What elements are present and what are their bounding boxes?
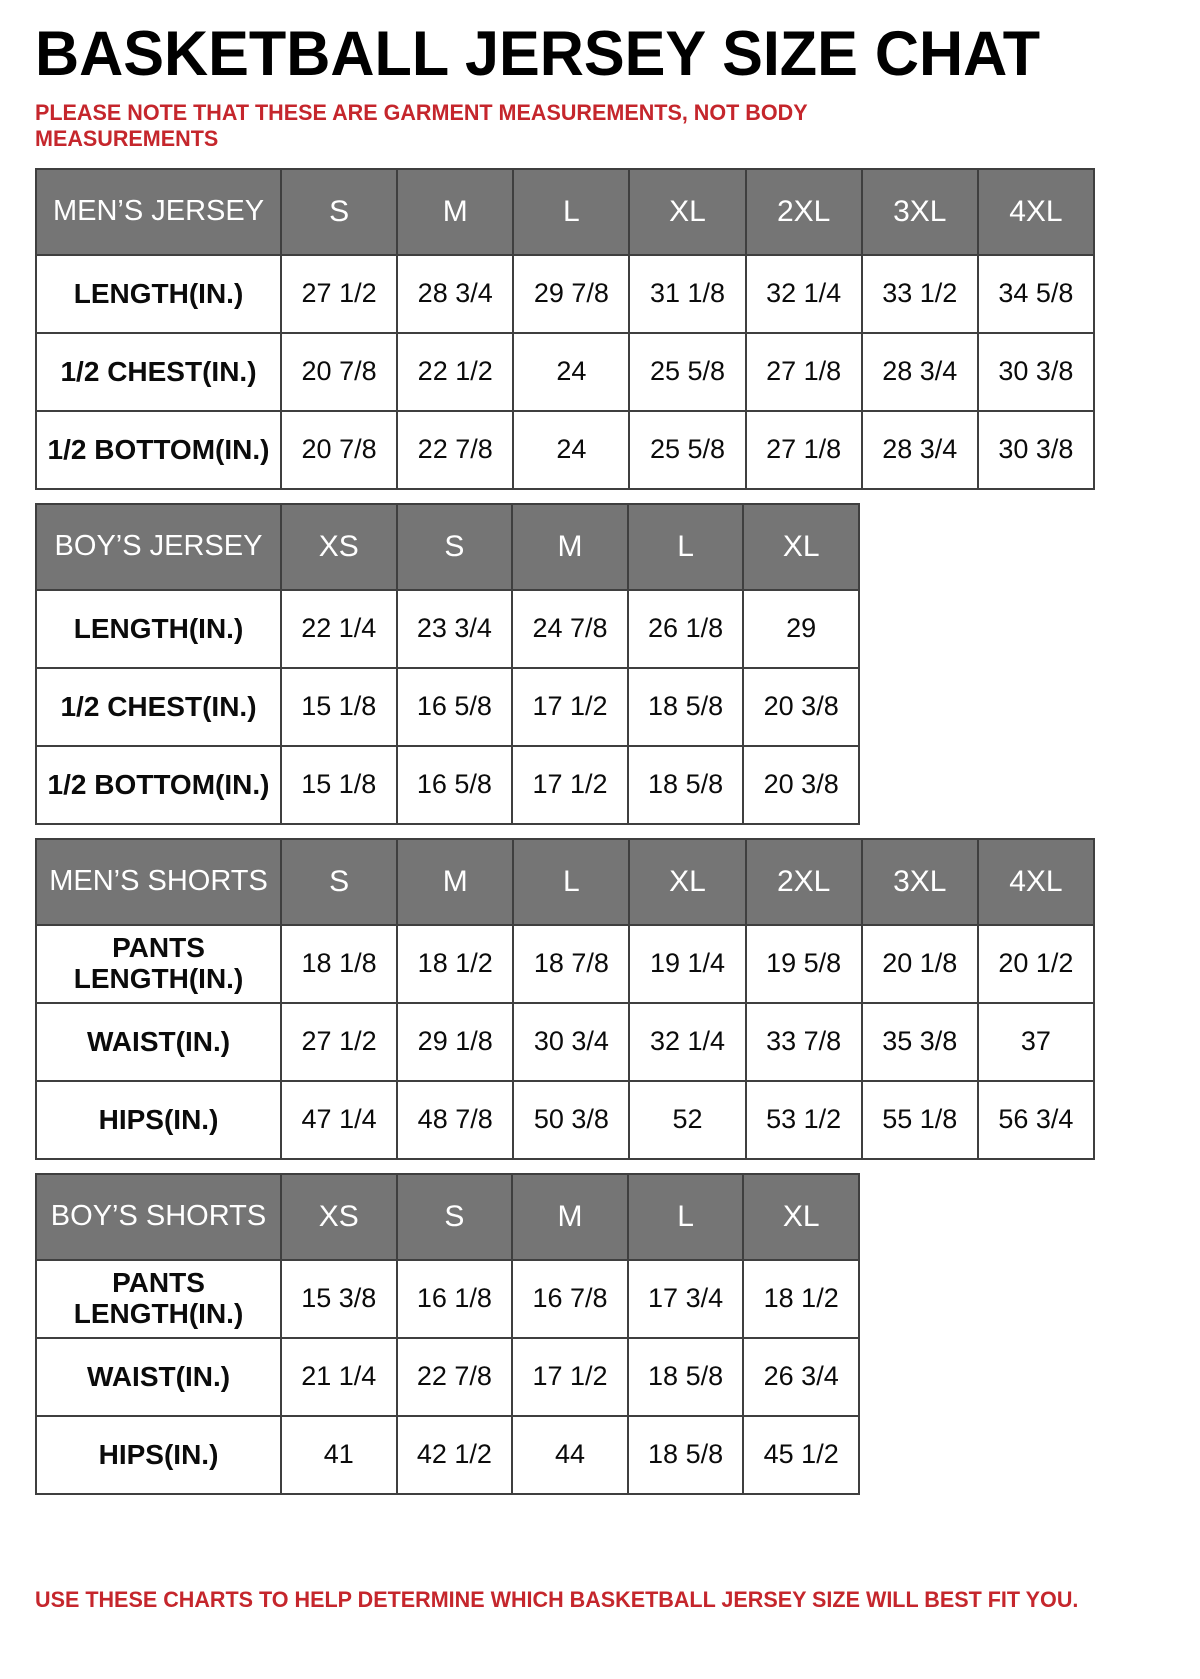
fit-advice-footer: USE THESE CHARTS TO HELP DETERMINE WHICH BASKETBALL JERSEY SIZE WILL BEST FIT YOU. — [35, 1586, 1079, 1612]
measurement-value-cell: 19 5/8 — [746, 925, 862, 1003]
measurement-value-cell: 16 1/8 — [397, 1260, 513, 1338]
size-column-header: XL — [743, 1174, 859, 1260]
measurement-value-cell: 35 3/8 — [862, 1003, 978, 1081]
measurement-value-cell: 56 3/4 — [978, 1081, 1094, 1159]
measurement-value-cell: 20 3/8 — [743, 668, 859, 746]
measurement-value-cell: 28 3/4 — [862, 411, 978, 489]
boys-shorts-title-cell: BOY’S SHORTS — [36, 1174, 281, 1260]
size-column-header: L — [628, 504, 744, 590]
measurement-value-cell: 27 1/2 — [281, 1003, 397, 1081]
measurement-value-cell: 48 7/8 — [397, 1081, 513, 1159]
measurement-value-cell: 28 3/4 — [862, 333, 978, 411]
measurement-value-cell: 27 1/8 — [746, 333, 862, 411]
measurement-value-cell: 30 3/8 — [978, 411, 1094, 489]
measurement-row-label: 1/2 CHEST(IN.) — [36, 668, 281, 746]
size-column-header: M — [397, 839, 513, 925]
measurement-value-cell: 18 5/8 — [628, 1338, 744, 1416]
size-column-header: XL — [743, 504, 859, 590]
measurement-value-cell: 18 5/8 — [628, 1416, 744, 1494]
measurement-row-label: PANTS LENGTH(IN.) — [36, 925, 281, 1003]
measurement-value-cell: 30 3/4 — [513, 1003, 629, 1081]
measurement-value-cell: 28 3/4 — [397, 255, 513, 333]
boys-jersey-header-row — [36, 504, 859, 590]
mens-shorts-header-row — [36, 839, 1094, 925]
size-column-header: L — [513, 839, 629, 925]
measurement-value-cell: 18 7/8 — [513, 925, 629, 1003]
page-title: BASKETBALL JERSEY SIZE CHAT — [35, 19, 1041, 89]
measurement-value-cell: 53 1/2 — [746, 1081, 862, 1159]
size-column-header: 4XL — [978, 169, 1094, 255]
table-row — [36, 1003, 1094, 1081]
table-row — [36, 746, 859, 824]
measurement-value-cell: 17 1/2 — [512, 1338, 628, 1416]
measurement-value-cell: 24 — [513, 333, 629, 411]
mens-shorts-table — [35, 838, 1095, 1160]
measurement-value-cell: 26 3/4 — [743, 1338, 859, 1416]
measurement-value-cell: 20 7/8 — [281, 333, 397, 411]
measurement-value-cell: 22 1/2 — [397, 333, 513, 411]
size-column-header: 2XL — [746, 169, 862, 255]
measurement-row-label: WAIST(IN.) — [36, 1338, 281, 1416]
measurement-row-label: LENGTH(IN.) — [36, 590, 281, 668]
table-row — [36, 1416, 859, 1494]
measurement-value-cell: 15 1/8 — [281, 746, 397, 824]
measurement-value-cell: 44 — [512, 1416, 628, 1494]
size-column-header: S — [281, 839, 397, 925]
measurement-value-cell: 22 7/8 — [397, 411, 513, 489]
measurement-value-cell: 20 3/8 — [743, 746, 859, 824]
table-row — [36, 1260, 859, 1338]
size-column-header: S — [281, 169, 397, 255]
size-column-header: XS — [281, 1174, 397, 1260]
measurement-value-cell: 22 1/4 — [281, 590, 397, 668]
measurement-value-cell: 18 1/2 — [397, 925, 513, 1003]
measurement-value-cell: 27 1/8 — [746, 411, 862, 489]
measurement-value-cell: 27 1/2 — [281, 255, 397, 333]
measurement-row-label: HIPS(IN.) — [36, 1416, 281, 1494]
size-column-header: 3XL — [862, 839, 978, 925]
size-column-header: XL — [629, 839, 745, 925]
measurement-value-cell: 26 1/8 — [628, 590, 744, 668]
table-row — [36, 668, 859, 746]
measurement-value-cell: 17 1/2 — [512, 746, 628, 824]
measurement-value-cell: 52 — [629, 1081, 745, 1159]
measurement-value-cell: 20 1/2 — [978, 925, 1094, 1003]
measurement-value-cell: 55 1/8 — [862, 1081, 978, 1159]
measurement-value-cell: 29 1/8 — [397, 1003, 513, 1081]
table-row — [36, 925, 1094, 1003]
mens-jersey-header-row — [36, 169, 1094, 255]
measurement-value-cell: 18 5/8 — [628, 668, 744, 746]
size-column-header: S — [397, 1174, 513, 1260]
measurement-value-cell: 25 5/8 — [629, 333, 745, 411]
measurement-value-cell: 16 5/8 — [397, 746, 513, 824]
measurement-value-cell: 34 5/8 — [978, 255, 1094, 333]
table-row — [36, 1338, 859, 1416]
size-column-header: 2XL — [746, 839, 862, 925]
measurement-value-cell: 29 — [743, 590, 859, 668]
measurement-value-cell: 32 1/4 — [746, 255, 862, 333]
size-column-header: M — [397, 169, 513, 255]
measurement-value-cell: 25 5/8 — [629, 411, 745, 489]
mens-shorts-title-cell: MEN’S SHORTS — [36, 839, 281, 925]
measurement-row-label: HIPS(IN.) — [36, 1081, 281, 1159]
table-row — [36, 255, 1094, 333]
measurement-value-cell: 18 5/8 — [628, 746, 744, 824]
measurement-value-cell: 23 3/4 — [397, 590, 513, 668]
size-column-header: L — [513, 169, 629, 255]
measurement-value-cell: 37 — [978, 1003, 1094, 1081]
measurement-value-cell: 16 5/8 — [397, 668, 513, 746]
mens-jersey-table — [35, 168, 1095, 490]
measurement-value-cell: 19 1/4 — [629, 925, 745, 1003]
boys-jersey-title-cell: BOY’S JERSEY — [36, 504, 281, 590]
mens-jersey-title-cell: MEN’S JERSEY — [36, 169, 281, 255]
measurement-value-cell: 18 1/8 — [281, 925, 397, 1003]
size-column-header: S — [397, 504, 513, 590]
measurement-value-cell: 15 3/8 — [281, 1260, 397, 1338]
measurement-value-cell: 17 3/4 — [628, 1260, 744, 1338]
measurement-value-cell: 30 3/8 — [978, 333, 1094, 411]
size-column-header: XS — [281, 504, 397, 590]
boys-shorts-header-row — [36, 1174, 859, 1260]
measurement-value-cell: 24 — [513, 411, 629, 489]
measurement-value-cell: 47 1/4 — [281, 1081, 397, 1159]
measurement-value-cell: 24 7/8 — [512, 590, 628, 668]
size-column-header: L — [628, 1174, 744, 1260]
table-row — [36, 1081, 1094, 1159]
measurement-value-cell: 20 7/8 — [281, 411, 397, 489]
measurement-value-cell: 31 1/8 — [629, 255, 745, 333]
table-row — [36, 333, 1094, 411]
measurement-value-cell: 20 1/8 — [862, 925, 978, 1003]
measurement-value-cell: 33 7/8 — [746, 1003, 862, 1081]
measurement-value-cell: 17 1/2 — [512, 668, 628, 746]
size-column-header: 4XL — [978, 839, 1094, 925]
measurement-value-cell: 29 7/8 — [513, 255, 629, 333]
measurement-row-label: 1/2 BOTTOM(IN.) — [36, 746, 281, 824]
table-row — [36, 411, 1094, 489]
measurement-value-cell: 50 3/8 — [513, 1081, 629, 1159]
measurement-value-cell: 16 7/8 — [512, 1260, 628, 1338]
measurement-value-cell: 42 1/2 — [397, 1416, 513, 1494]
measurement-value-cell: 32 1/4 — [629, 1003, 745, 1081]
measurement-value-cell: 41 — [281, 1416, 397, 1494]
measurement-value-cell: 22 7/8 — [397, 1338, 513, 1416]
size-column-header: M — [512, 1174, 628, 1260]
size-column-header: XL — [629, 169, 745, 255]
measurement-value-cell: 45 1/2 — [743, 1416, 859, 1494]
boys-shorts-table — [35, 1173, 860, 1495]
measurement-row-label: WAIST(IN.) — [36, 1003, 281, 1081]
measurement-value-cell: 33 1/2 — [862, 255, 978, 333]
measurement-row-label: LENGTH(IN.) — [36, 255, 281, 333]
measurement-row-label: PANTS LENGTH(IN.) — [36, 1260, 281, 1338]
measurement-row-label: 1/2 BOTTOM(IN.) — [36, 411, 281, 489]
boys-jersey-table — [35, 503, 860, 825]
size-column-header: M — [512, 504, 628, 590]
measurement-value-cell: 18 1/2 — [743, 1260, 859, 1338]
measurement-value-cell: 15 1/8 — [281, 668, 397, 746]
garment-measurement-note: PLEASE NOTE THAT THESE ARE GARMENT MEASUREMENTS, NOT BODY MEASUREMENTS — [35, 100, 808, 151]
measurement-row-label: 1/2 CHEST(IN.) — [36, 333, 281, 411]
measurement-value-cell: 21 1/4 — [281, 1338, 397, 1416]
size-column-header: 3XL — [862, 169, 978, 255]
table-row — [36, 590, 859, 668]
